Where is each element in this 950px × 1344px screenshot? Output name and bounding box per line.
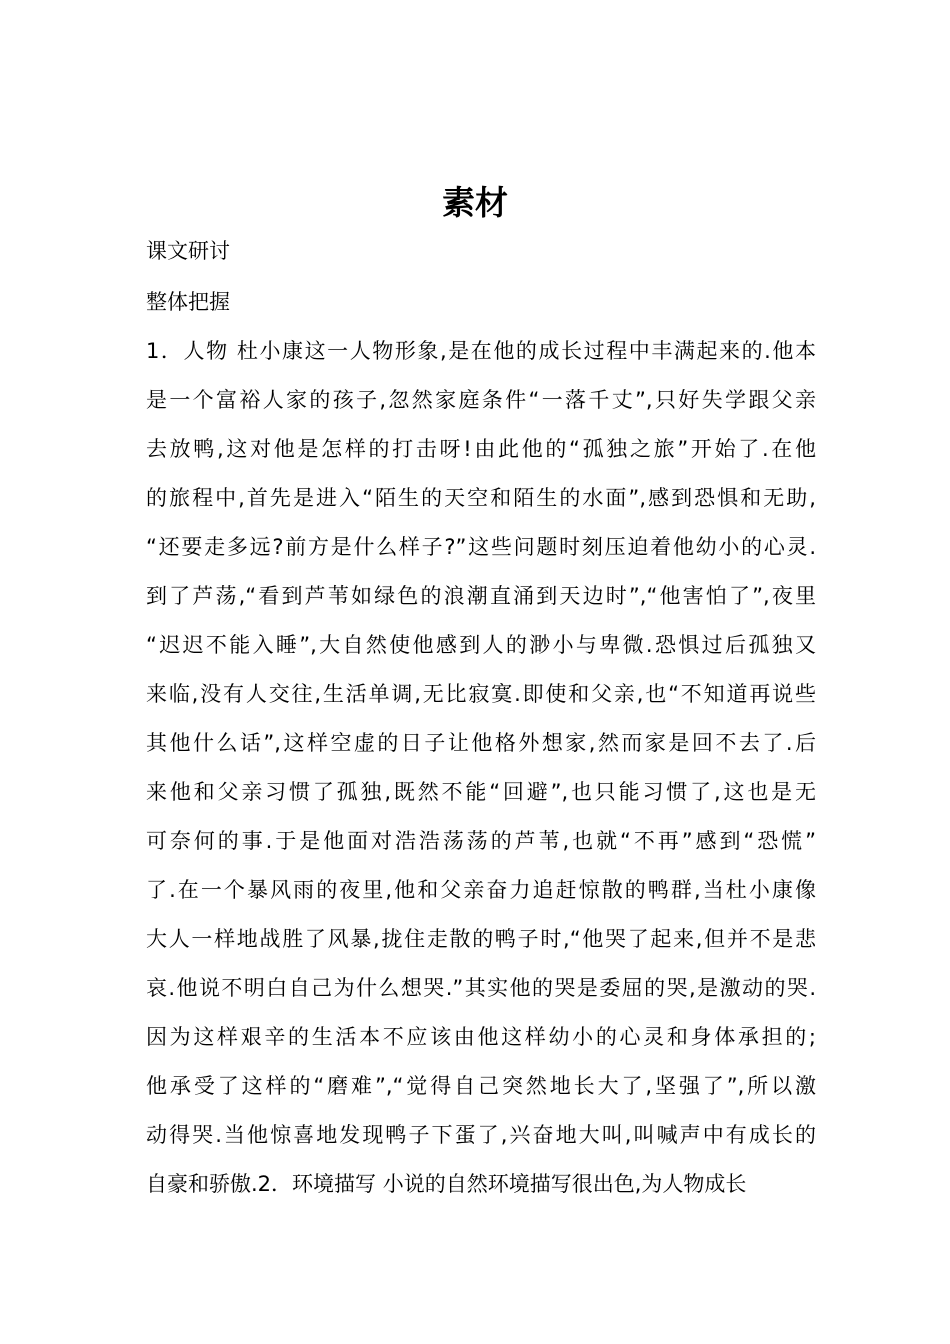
body-line: 可奈何的事.于是他面对浩浩荡荡的芦苇,也就“不再”感到“恐慌”	[146, 829, 816, 853]
body-line: “还要走多远?前方是什么样子?”这些问题时刻压迫着他幼小的心灵.	[146, 535, 816, 559]
body-line: 因为这样艰辛的生活本不应该由他这样幼小的心灵和身体承担的;	[146, 1025, 816, 1049]
body-line: 自豪和骄傲.2．环境描写 小说的自然环境描写很出色,为人物成长	[146, 1172, 747, 1196]
body-line: 哀.他说不明白自己为什么想哭.”其实他的哭是委屈的哭,是激动的哭.	[146, 976, 816, 1000]
body-line: 大人一样地战胜了风暴,拢住走散的鸭子时,“他哭了起来,但并不是悲	[146, 927, 816, 951]
body-line: 去放鸭,这对他是怎样的打击呀!由此他的“孤独之旅”开始了.在他	[146, 437, 816, 461]
body-line: 的旅程中,首先是进入“陌生的天空和陌生的水面”,感到恐惧和无助,	[146, 486, 816, 510]
section-heading-lesson-study: 课文研讨	[146, 239, 230, 263]
body-line: 1．人物 杜小康这一人物形象,是在他的成长过程中丰满起来的.他本	[146, 339, 816, 363]
body-line: “迟迟不能入睡”,大自然使他感到人的渺小与卑微.恐惧过后孤独又	[146, 633, 816, 657]
body-line: 到了芦荡,“看到芦苇如绿色的浪潮直涌到天边时”,“他害怕了”,夜里	[146, 584, 816, 608]
section-heading-overall-grasp: 整体把握	[146, 290, 230, 314]
body-line: 是一个富裕人家的孩子,忽然家庭条件“一落千丈”,只好失学跟父亲	[146, 388, 816, 412]
page-title: 素材	[442, 183, 508, 222]
body-line: 动得哭.当他惊喜地发现鸭子下蛋了,兴奋地大叫,叫喊声中有成长的	[146, 1123, 816, 1147]
body-line: 来临,没有人交往,生活单调,无比寂寞.即使和父亲,也“不知道再说些	[146, 682, 816, 706]
body-line: 其他什么话”,这样空虚的日子让他格外想家,然而家是回不去了.后	[146, 731, 816, 755]
body-line: 来他和父亲习惯了孤独,既然不能“回避”,也只能习惯了,这也是无	[146, 780, 816, 804]
body-line: 他承受了这样的“磨难”,“觉得自己突然地长大了,坚强了”,所以激	[146, 1074, 816, 1098]
body-line: 了.在一个暴风雨的夜里,他和父亲奋力追赶惊散的鸭群,当杜小康像	[146, 878, 816, 902]
body-text	[146, 336, 816, 1218]
